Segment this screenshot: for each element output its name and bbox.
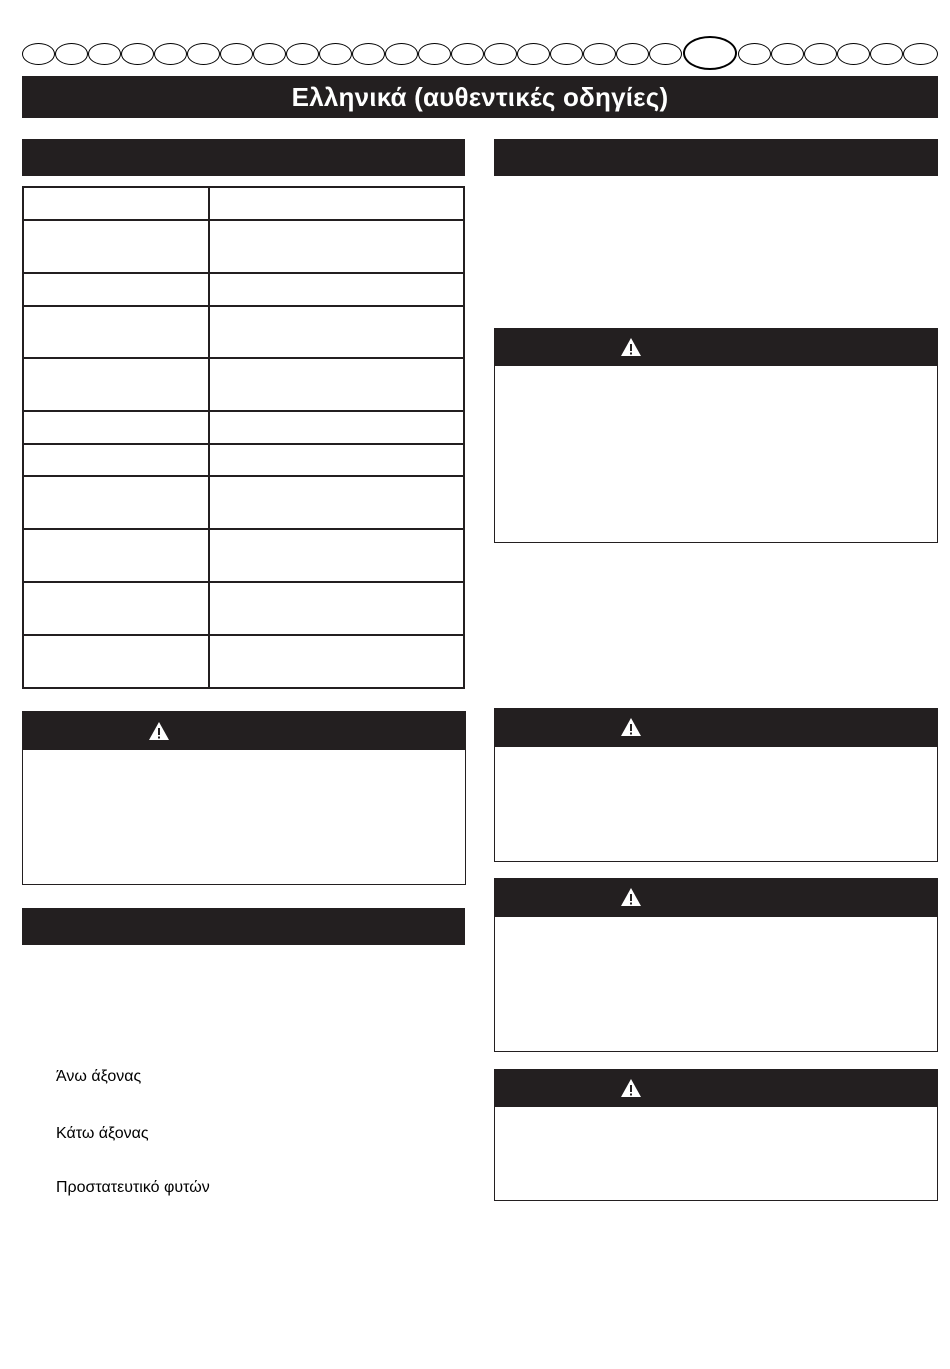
warning-triangle-icon — [620, 337, 642, 357]
language-tab — [517, 43, 550, 65]
warning-triangle-icon — [620, 1078, 642, 1098]
table-row — [23, 635, 464, 688]
parts-header-bar — [22, 908, 465, 945]
specifications-table — [22, 186, 465, 689]
warning-triangle-icon — [620, 887, 642, 907]
language-tab — [804, 43, 837, 65]
warning-header-bar — [494, 1069, 938, 1107]
language-tab — [903, 43, 938, 65]
language-tab — [583, 43, 616, 65]
warning-header-bar — [22, 711, 466, 750]
language-tab — [88, 43, 121, 65]
parts-item-lower-shaft: Κάτω άξονας — [56, 1125, 149, 1142]
specifications-header-bar — [22, 139, 465, 176]
table-row — [23, 529, 464, 582]
page-title-bar — [22, 76, 938, 118]
warning-triangle-icon — [620, 717, 642, 737]
warning-triangle-icon — [148, 721, 170, 741]
parts-item-plant-guard: Προστατευτικό φυτών — [56, 1179, 210, 1196]
language-tab — [121, 43, 154, 65]
page-title: Ελληνικά (αυθεντικές οδηγίες) — [291, 81, 669, 112]
language-tab — [484, 43, 517, 65]
language-tab — [352, 43, 385, 65]
language-tab — [418, 43, 451, 65]
language-tab — [187, 43, 220, 65]
language-tab — [154, 43, 187, 65]
warning-box — [494, 1069, 938, 1201]
parts-item-upper-shaft: Άνω άξονας — [56, 1068, 142, 1085]
language-tab — [771, 43, 804, 65]
table-row — [23, 220, 464, 273]
language-tab — [55, 43, 88, 65]
language-tabs — [22, 40, 938, 68]
language-tab — [253, 43, 286, 65]
language-tab — [451, 43, 484, 65]
right-section-header-bar — [494, 139, 938, 176]
warning-box — [494, 878, 938, 1052]
language-tab — [870, 43, 903, 65]
language-tab — [220, 43, 253, 65]
language-tab — [550, 43, 583, 65]
language-tab — [319, 43, 352, 65]
warning-box — [494, 708, 938, 862]
warning-header-bar — [494, 328, 938, 366]
table-row — [23, 358, 464, 411]
warning-box — [22, 711, 466, 885]
language-tab — [22, 43, 55, 65]
table-row — [23, 187, 464, 220]
table-row — [23, 476, 464, 529]
language-tab — [649, 43, 682, 65]
language-tab — [286, 43, 319, 65]
table-row — [23, 444, 464, 476]
warning-header-bar — [494, 878, 938, 917]
language-tab — [616, 43, 649, 65]
table-row — [23, 411, 464, 444]
warning-header-bar — [494, 708, 938, 747]
language-tab — [738, 43, 771, 65]
table-row — [23, 582, 464, 635]
language-tab-active — [683, 36, 737, 70]
language-tab — [385, 43, 418, 65]
table-row — [23, 273, 464, 306]
language-tab — [837, 43, 870, 65]
warning-box — [494, 328, 938, 543]
table-row — [23, 306, 464, 358]
